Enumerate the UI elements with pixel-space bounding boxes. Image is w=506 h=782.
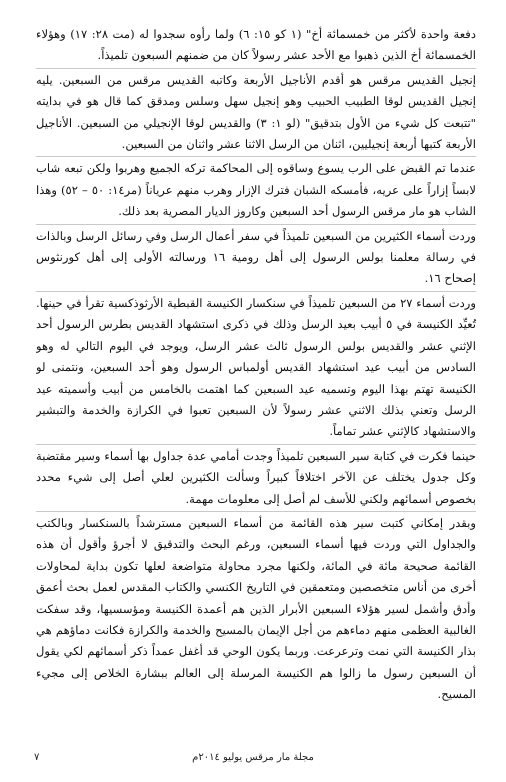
page-number: ٧ xyxy=(34,752,40,763)
paragraph-divider xyxy=(36,68,476,69)
paragraph-divider xyxy=(36,156,476,157)
document-body xyxy=(36,24,476,740)
paragraph-6: حينما فكرت في كتابة سير السبعين تلميذاً وجدت أمامي عدة جداول بها أسماء وسير مقتضبة وكل جدول يختلف عن الآخر اختلافاً كبيراً وسألت الكثيرين لعلي أصل إلى شيء محدد بخصوص أسمائهم ولكني للأسف لم أصل إلى معلومات مهمة. xyxy=(36,448,476,506)
paragraph-divider xyxy=(36,291,476,292)
paragraph-3: عندما تم القبض على الرب يسوع وساقوه إلى المحاكمة تركه الجميع وهربوا ولكن تبعه شاب لابساً إزاراً على عريه، فأمسكه الشبان فترك الإزار وهرب منهم عرياناً (مر١٤: ٥٠ – ٥٢) وهذا الشاب هو مار مرقس الرسول أحد السبعين وكاروز الديار المصرية بعد ذلك. xyxy=(36,161,476,219)
paragraph-4: وردت أسماء الكثيرين من السبعين تلميذاً في سفر أعمال الرسل وفي رسائل الرسل وبالذات في رسالة معلمنا بولس الرسول إلى أهل رومية ١٦ ورسالته الأولى إلى أهل كورنثوس إصحاح ١٦. xyxy=(36,228,476,286)
paragraph-divider xyxy=(36,511,476,512)
paragraph-7: وبقدر إمكاني كتبت سير هذه القائمة من أسماء السبعين مسترشداً بالسنكسار وبالكتب والجداول التي وردت فيها أسماء السبعين، ورغم البحث والتدقيق لا أجرؤ وأقول أن هذه القائمة صحيحة مائة في المائة، ولكنها مجرد محاولة متواضعة لعلها تكون بداية لمحاولات أخرى من أناس متخصصين ومتعمقين في التاريخ الكنسي والكتاب المقدس لعمل بحث أعمق وأدق وأشمل لسير هؤلاء السبعين الأبرار الذين هم أعمدة الكنيسة ومؤسسيها، وقد سفكت الغالبية العظمى منهم دماءهم من أجل الإيمان بالمسيح والخدمة والكرازة فكانت دماؤهم هي بذار الكنيسة التي نمت وترعرعت. وربما يكون الوحي قد أغفل عمداً ذكر أسمائهم لكي يقول أن السبعين رسول ما زالوا هم الكنيسة المرسلة إلى العالم ببشارة الخلاص إلى مجيء المسيح. xyxy=(36,515,476,702)
paragraph-divider xyxy=(36,444,476,445)
paragraph-1: دفعة واحدة لأكثر من خمسمائة أخ" (١ كو ١٥: ٦) ولما رأوه سجدوا له (مت ٢٨: ١٧) وهؤلاء الخمسمائة أخ الذين ذهبوا مع الأحد عشر رسولاً كان من ضمنهم السبعون تلميذاً. xyxy=(36,27,476,63)
paragraph-divider xyxy=(36,224,476,225)
paragraph-2: إنجيل القديس مرقس هو أقدم الأناجيل الأربعة وكاتبه القديس مرقس من السبعين. يليه إنجيل القديس لوقا الطبيب الحبيب وهو إنجيل سهل وسلس ومدقق كما قال هو في بدايته "تتبعت كل شيء من الأول بتدقيق" (لو ١: ٣) والقديس لوقا الإنجيلي من السبعين. الأناجيل الأربعة كتبها أربعة إنجيليين، اثنان من الرسل الاثنا عشر واثنان من السبعين. xyxy=(36,72,476,152)
page-footer xyxy=(34,752,472,770)
paragraph-5: وردت أسماء ٢٧ من السبعين تلميذاً في سنكسار الكنيسة القبطية الأرثوذكسية تقرأ في حينها. تُعيِّد الكنيسة في ٥ أبيب بعيد الرسل وذلك في ذكرى استشهاد القديس بطرس الرسول أحد الإثني عشر والقديس بولس الرسول ثالث عشر الرسل، ويوجد في اليوم التالي له وهو السادس من أبيب عيد استشهاد القديس أولمباس الرسول وهو أحد السبعين، ونتمنى لو الكنيسة تهتم بهذا اليوم وتسميه عيد السبعين كما اهتمت بالخامس من أبيب وأسميته عيد الرسل وتعني بذلك الاثني عشر رسولاً لأن السبعين تعبوا في الكرازة والخدمة والتبشير والاستشهاد كالإثني عشر تماماً. xyxy=(36,295,476,439)
magazine-title: مجلة مار مرقس يوليو ٢٠١٤م xyxy=(192,752,314,763)
